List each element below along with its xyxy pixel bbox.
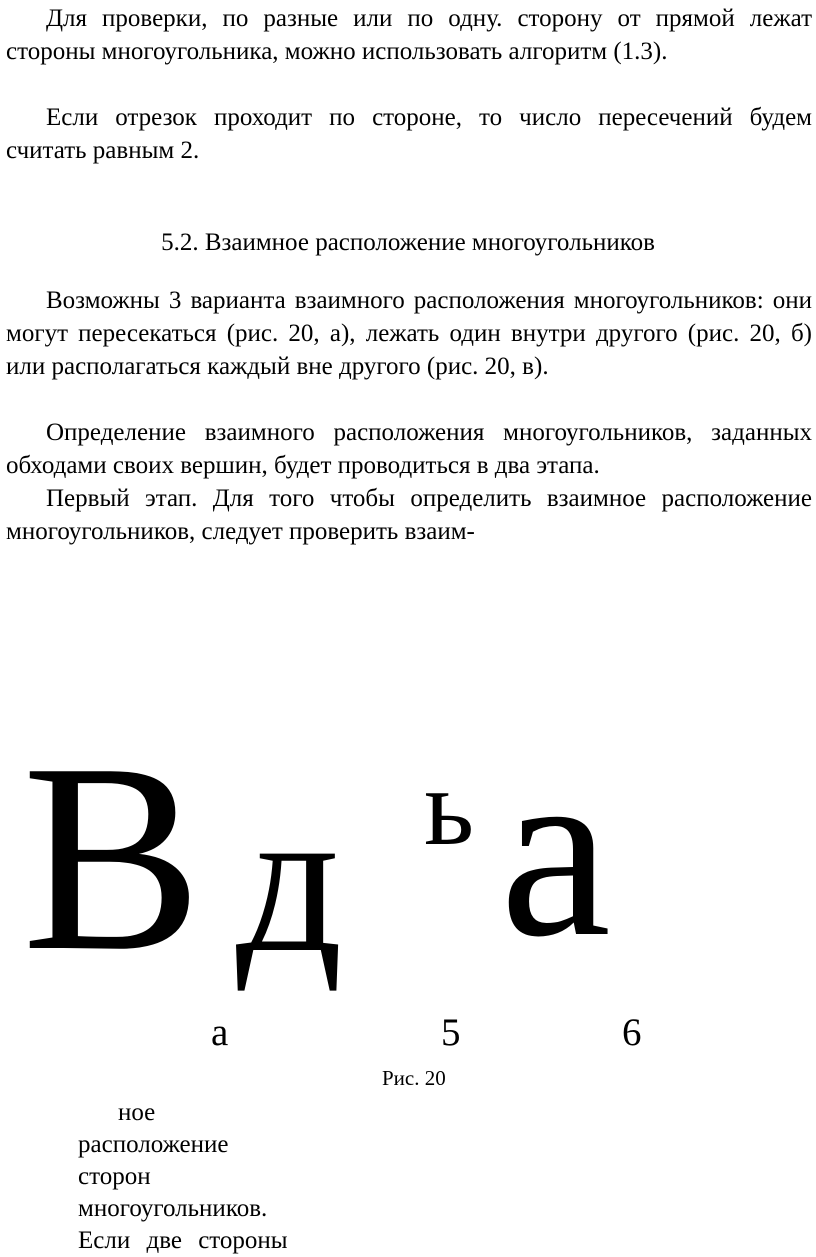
section-heading: 5.2. Взаимное расположение многоугольников <box>161 229 655 256</box>
figure-glyph: ь <box>424 746 475 868</box>
continuation-line: Если две стороны <box>78 1227 288 1254</box>
paragraph-three-variants: Возможны 3 варианта взаимного расположения многоугольников: они могут пересекаться (рис. 20, а), лежать один внутри другого (рис. 20, б) или располагаться каждый вне другого (рис. 20, в). <box>6 287 812 380</box>
figure-glyph: а <box>500 712 611 989</box>
figure-label: а <box>211 1011 229 1054</box>
continuation-line: расположение <box>78 1131 229 1158</box>
paragraph-segment-on-side: Если отрезок проходит по стороне, то число пересечений будем считать равным 2. <box>6 104 812 164</box>
figure-label: 5 <box>441 1011 461 1054</box>
paragraph-definition: Определение взаимного расположения многоугольников, заданных обходами своих вершин, будет проводиться в два этапа. <box>6 419 812 479</box>
paragraph-first-stage: Первый этап. Для того чтобы определить взаимное расположение многоугольников, следует проверить взаим- <box>6 485 812 545</box>
figure-glyph: д <box>236 764 343 996</box>
paragraph-check-sides: Для проверки, по разные или по одну. сторону от прямой лежат стороны многоугольника, можно использовать алгоритм (1.3). <box>6 5 812 65</box>
figure-glyph: В <box>22 708 203 1007</box>
figure-label: 6 <box>622 1011 642 1054</box>
continuation-line: многоугольников. <box>78 1195 268 1222</box>
figure-caption: Рис. 20 <box>382 1066 446 1090</box>
continuation-line: сторон <box>78 1163 151 1190</box>
continuation-line: ное <box>118 1099 156 1126</box>
